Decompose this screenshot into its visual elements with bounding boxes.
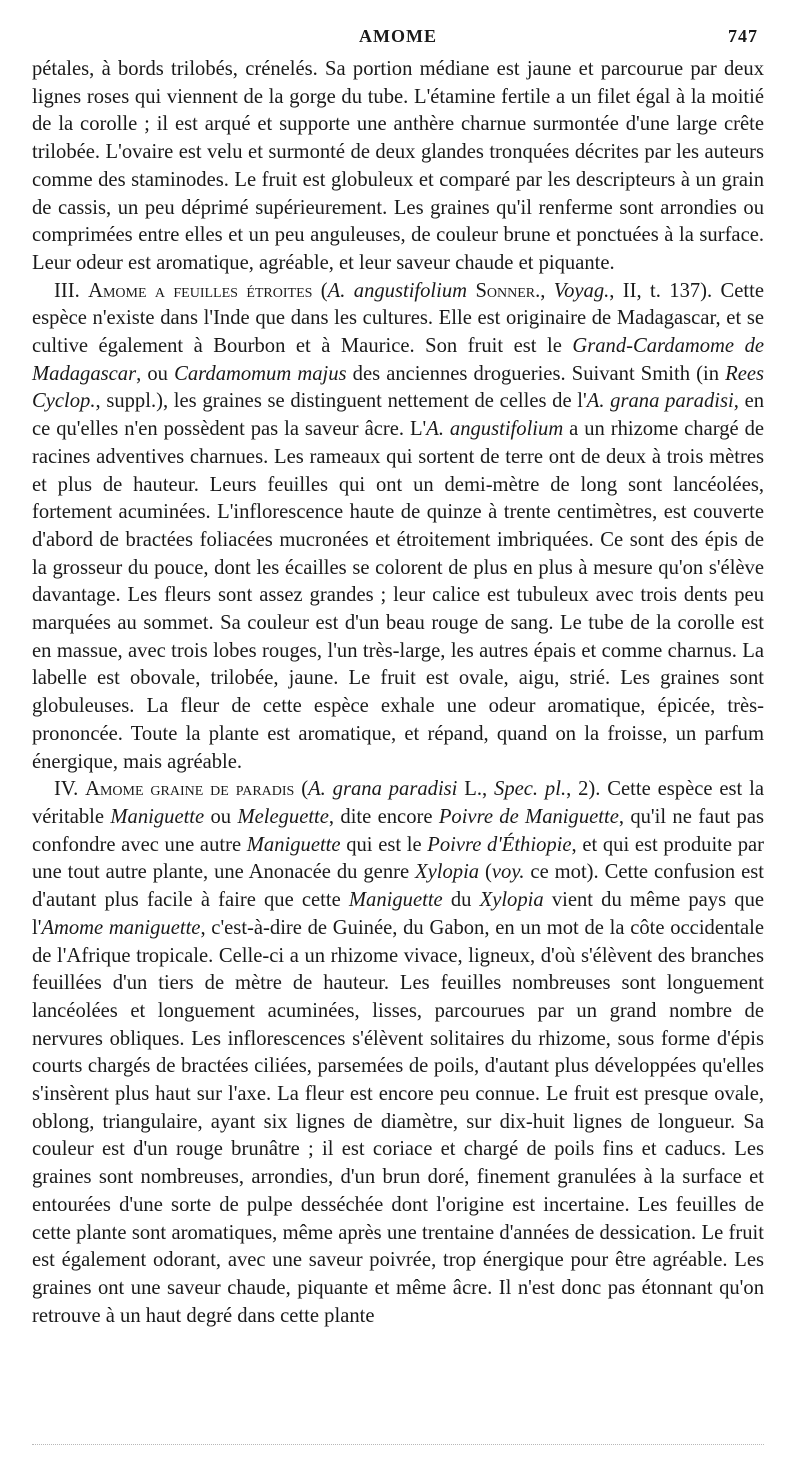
text-run: ( <box>294 778 309 801</box>
italic-text: Spec. pl. <box>494 778 567 801</box>
text-run: , 2). Cette espèce est la véritable <box>32 778 764 828</box>
footer-rule <box>32 1444 764 1445</box>
small-caps-text: Sonner. <box>475 279 541 302</box>
paragraph <box>32 278 764 777</box>
italic-text: Cardamomum majus <box>174 362 347 385</box>
text-run: ( <box>312 279 328 302</box>
text-run: , dite encore <box>328 805 439 828</box>
text-run: a un rhizome chargé de racines adventives charnues. Les rameaux qui sortent de terre ont de deux à trois mètres et plus de hauteur. Leurs feuilles qui ont un demi-mètre de long sont lancéolées, fortement acuminées. L'inflorescence haute de quinze à trente centimètres, est couverte d'abord de bractées foliacées mucronées et étroitement imbriquées. Ce sont des épis de la grosseur du pouce, dont les écailles se colorent de plus en plus à mesure qu'on s'élève davantage. Les fleurs sont assez grandes ; leur calice est tubuleux avec trois dents peu marquées au sommet. Sa couleur est d'un beau rouge de sang. Le tube de la corolle est en massue, avec trois lobes rouges, l'un très-large, les autres épais et comme charnus. La labelle est obovale, trilobée, jaune. Le fruit est ovale, aigu, strié. Les graines sont globuleuses. La fleur de cette espèce exhale une odeur aromatique, épicée, très-prononcée. Toute la plante est aromatique, et répand, quand on la froisse, un parfum énergique, mais agréable. <box>32 418 765 773</box>
text-run: ce mot). Cette confusion est d'autant plus facile à faire que cette <box>32 861 764 912</box>
italic-text: Meleguette <box>237 805 329 828</box>
italic-text: A. grana paradisi <box>308 778 458 801</box>
italic-text: A. angustifolium <box>327 279 468 302</box>
text-run: ou <box>204 805 238 828</box>
italic-text: A. angustifolium <box>426 418 564 441</box>
text-run: , c'est-à-dire de Guinée, du Gabon, en un mot de la côte occidentale de l'Afrique tropicale. Celle-ci a un rhizome vivace, ligneux, d'où s'élèvent des branches feuillées d'un tiers de mètre de hauteur. Les feuilles nombreuses sont longuement lancéolées et longuement acuminées, lisses, parcourues par un grand nombre de nervures obliques. Les inflorescences s'élèvent solitaires du rhizome, sous forme d'épis courts chargés de bractées ciliées, parsemées de poils, d'autant plus développées qu'elles s'insèrent plus haut sur l'axe. La fleur est encore peu connue. Le fruit est presque ovale, oblong, triangulaire, ayant six lignes de diamètre, sur dix-huit lignes de longueur. Sa couleur est d'un rouge brunâtre ; il est coriace et chargé de poils fins et caducs. Les graines sont nombreuses, arrondies, d'un brun doré, finement granulées à la surface et entourées d'une sorte de pulpe desséchée dont l'origine est incertaine. Les feuilles de cette plante sont aromatiques, même après une trentaine d'années de dessication. Le fruit est également odorant, avec une saveur poivrée, trop énergique pour être agréable. Les graines ont une saveur chaude, piquante et même âcre. Il n'est donc pas étonnant qu'on retrouve à un haut degré dans cette plante <box>32 916 765 1327</box>
text-run: , <box>540 279 554 302</box>
small-caps-text: Amome a feuilles étroites <box>88 279 313 302</box>
text-run: , qu'il ne faut pas confondre avec une autre <box>32 805 764 856</box>
paragraph <box>32 56 764 278</box>
document-page <box>32 26 764 1330</box>
text-run: , ou <box>136 362 175 385</box>
text-run: qui est le <box>340 833 428 856</box>
italic-text: Maniguette <box>348 889 443 912</box>
italic-text: Maniguette <box>246 833 341 856</box>
text-run: pétales, à bords trilobés, crénelés. Sa portion médiane est jaune et parcourue par deux lignes roses qui viennent de la gorge du tube. L'étamine fertile a un filet égal à la moitié de la corolle ; il est arqué et supporte une anthère charnue surmontée d'une large crête trilobée. L'ovaire est velu et surmonté de deux glandes tronquées décrites par les auteurs comme des staminodes. Le fruit est globuleux et comparé par les descripteurs à un grain de cassis, un peu déprimé supérieurement. Les graines qu'il renferme sont arrondies ou comprimées entre elles et un peu anguleuses, de couleur brune et ponctuées à la surface. Leur odeur est aromatique, agréable, et leur saveur chaude et piquante. <box>32 58 764 274</box>
paragraph <box>32 776 764 1330</box>
italic-text: Poivre de Maniguette <box>438 805 619 828</box>
italic-text: Xylopia <box>415 861 480 884</box>
text-run: des anciennes drogueries. Suivant Smith (in <box>346 362 726 385</box>
text-run: ( <box>479 861 492 884</box>
italic-text: Grand-Cardamome de Madagascar <box>32 335 765 385</box>
italic-text: A. grana paradisi <box>586 390 734 413</box>
italic-text: Amome maniguette <box>41 916 201 939</box>
italic-text: Rees Cyclop. <box>32 362 765 413</box>
text-run: L., <box>457 778 495 801</box>
running-head <box>32 26 764 56</box>
italic-text: voy. <box>491 861 525 884</box>
text-run: IV. <box>54 778 86 801</box>
italic-text: Poivre d'Éthiopie <box>427 833 572 856</box>
text-run: vient du même pays que l' <box>32 889 765 939</box>
text-run: , et qui est produite par une tout autre plante, une Anonacée du genre <box>32 833 764 884</box>
text-run: du <box>442 889 480 912</box>
text-run: III. <box>54 279 89 302</box>
small-caps-text: Amome graine de paradis <box>85 778 295 801</box>
text-run: , suppl.), les graines se distinguent nettement de celles de l' <box>95 390 587 413</box>
body-text <box>32 56 764 1330</box>
italic-text: Xylopia <box>479 889 544 912</box>
text-run: , II, t. 137). Cette espèce n'existe dans l'Inde que dans les cultures. Elle est originaire de Madagascar, et se cultive également à Bourbon et à Maurice. Son fruit est le <box>32 279 765 358</box>
running-title: AMOME <box>359 26 437 46</box>
page-number: 747 <box>728 26 758 46</box>
text-run: , en ce qu'elles n'en possèdent pas la saveur âcre. L' <box>32 390 765 441</box>
italic-text: Voyag. <box>553 279 610 302</box>
italic-text: Maniguette <box>110 805 205 828</box>
